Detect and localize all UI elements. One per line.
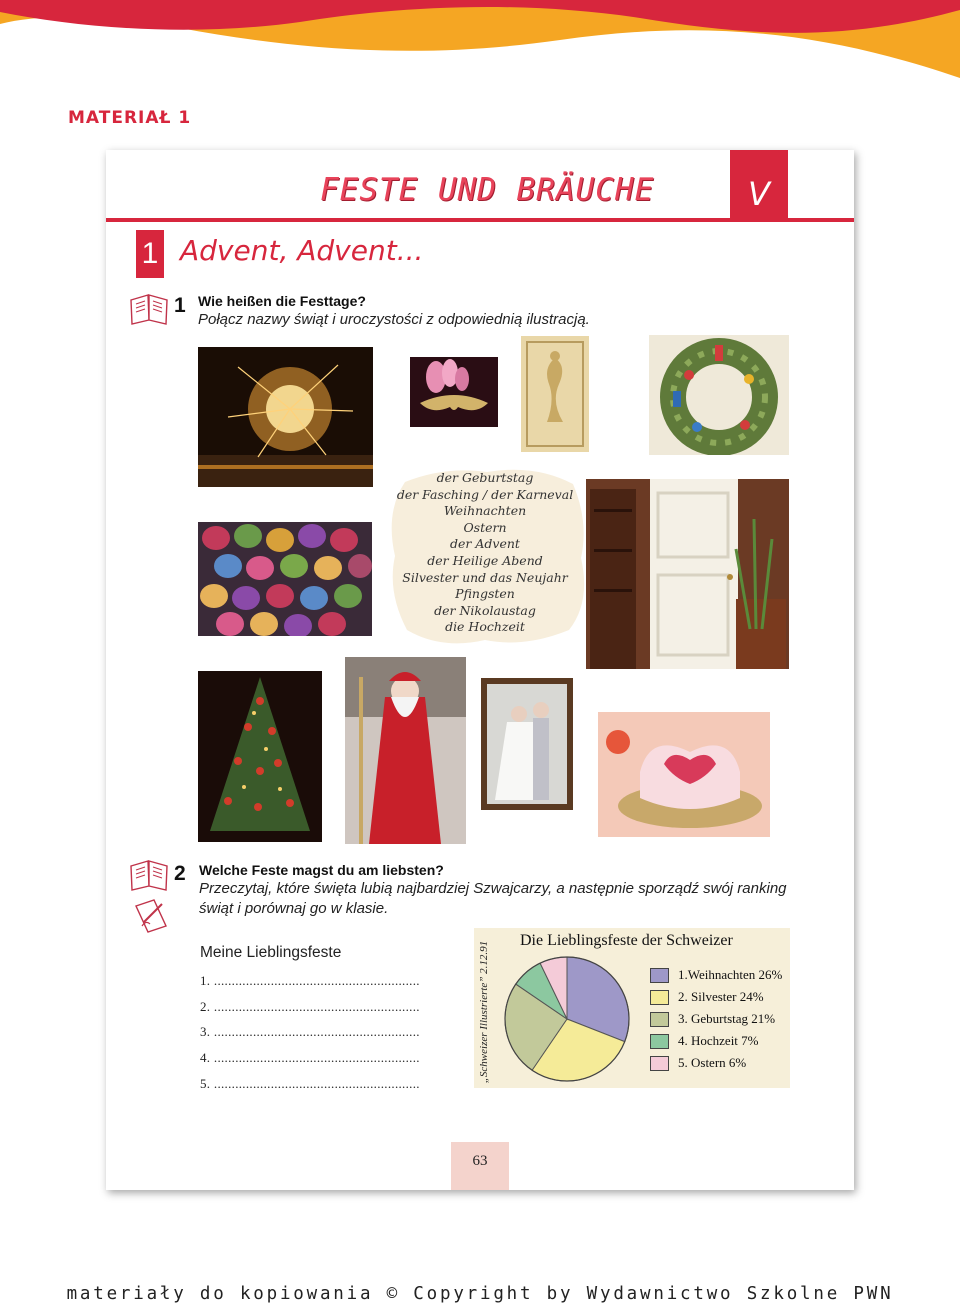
footer-copyright: materiały do kopiowania © Copyright by Wydawnictwo Szkolne PWN bbox=[66, 1284, 894, 1304]
legend-item bbox=[650, 1054, 746, 1072]
room-door-photo bbox=[586, 479, 789, 669]
saint-nicholas-photo bbox=[345, 657, 466, 844]
task2-number: 2 bbox=[174, 862, 186, 885]
legend-swatch bbox=[650, 990, 669, 1005]
task1-instruction: Połącz nazwy świąt i uroczystości z odpowiednią ilustracją. bbox=[198, 311, 590, 328]
easter-eggs-photo bbox=[198, 522, 372, 636]
chapter-number: V bbox=[730, 150, 788, 220]
ranking-line[interactable]: 2. .......................................................... bbox=[200, 999, 420, 1014]
legend-label: 3. Geburtstag 21% bbox=[678, 1011, 776, 1026]
chart-source: „Schweizer Illustrierte” 2.12.91 bbox=[478, 940, 490, 1084]
fireworks-photo bbox=[198, 347, 373, 487]
legend-swatch bbox=[650, 968, 669, 983]
chapter-title: FESTE UND BRÄUCHE bbox=[320, 172, 655, 208]
ranking-line[interactable]: 5. .......................................................... bbox=[200, 1076, 420, 1091]
word-item: Pfingsten bbox=[455, 586, 515, 602]
section-title: Advent, Advent... bbox=[180, 234, 424, 267]
word-item: der Heilige Abend bbox=[427, 552, 543, 568]
task1-number: 1 bbox=[174, 294, 186, 317]
wedding-photo bbox=[481, 678, 573, 810]
legend-item bbox=[650, 1032, 759, 1050]
page-number: 63 bbox=[451, 1142, 509, 1190]
legend-label: 5. Ostern 6% bbox=[678, 1055, 747, 1070]
ranking-title: Meine Lieblingsfeste bbox=[200, 944, 342, 961]
legend-swatch bbox=[650, 1012, 669, 1027]
chart-title: Die Lieblingsfeste der Schweizer bbox=[520, 932, 733, 949]
material-label: MATERIAŁ 1 bbox=[68, 108, 192, 128]
legend-item bbox=[650, 1010, 775, 1028]
pie-chart bbox=[500, 952, 634, 1086]
word-item: der Advent bbox=[450, 536, 520, 552]
legend-swatch bbox=[650, 1056, 669, 1071]
ranking-line[interactable]: 1. .......................................................... bbox=[200, 973, 420, 988]
reading-book-icon bbox=[128, 292, 170, 326]
pentecost-card-photo bbox=[521, 336, 589, 452]
legend-item bbox=[650, 988, 764, 1006]
task2-question: Welche Feste magst du am liebsten? bbox=[199, 862, 444, 878]
legend-label: 4. Hochzeit 7% bbox=[678, 1033, 759, 1048]
task1-question: Wie heißen die Festtage? bbox=[198, 293, 366, 309]
header-wave-decoration bbox=[0, 0, 960, 110]
legend-label: 2. Silvester 24% bbox=[678, 989, 764, 1004]
advent-wreath-photo bbox=[649, 335, 789, 455]
ranking-line[interactable]: 4. .......................................................... bbox=[200, 1050, 420, 1065]
title-divider bbox=[106, 218, 854, 222]
christmas-tree-photo bbox=[198, 671, 322, 842]
legend-swatch bbox=[650, 1034, 669, 1049]
carnival-mask-photo bbox=[410, 357, 498, 427]
reading-book-icon bbox=[128, 858, 170, 892]
task2-instruction-line2: świąt i porównaj go w klasie. bbox=[199, 900, 389, 917]
legend-item bbox=[650, 966, 782, 984]
legend-label: 1.Weihnachten 26% bbox=[678, 967, 783, 982]
word-item: die Hochzeit bbox=[445, 619, 525, 635]
word-item: der Nikolaustag bbox=[434, 602, 536, 618]
word-item: der Fasching / der Karneval bbox=[396, 486, 574, 502]
word-item: Weihnachten bbox=[443, 503, 527, 519]
task2-instruction-line1: Przeczytaj, które święta lubią najbardziej Szwajcarzy, a następnie sporządź swój ranking bbox=[199, 880, 787, 897]
festival-word-list bbox=[395, 470, 575, 636]
writing-pen-icon bbox=[132, 896, 172, 936]
birthday-cake-photo bbox=[598, 712, 770, 837]
word-item: Silvester und das Neujahr bbox=[402, 569, 568, 585]
word-item: Ostern bbox=[463, 519, 507, 535]
ranking-line[interactable]: 3. .......................................................... bbox=[200, 1024, 420, 1039]
section-number: 1 bbox=[136, 230, 164, 278]
word-item: der Geburtstag bbox=[436, 470, 534, 485]
